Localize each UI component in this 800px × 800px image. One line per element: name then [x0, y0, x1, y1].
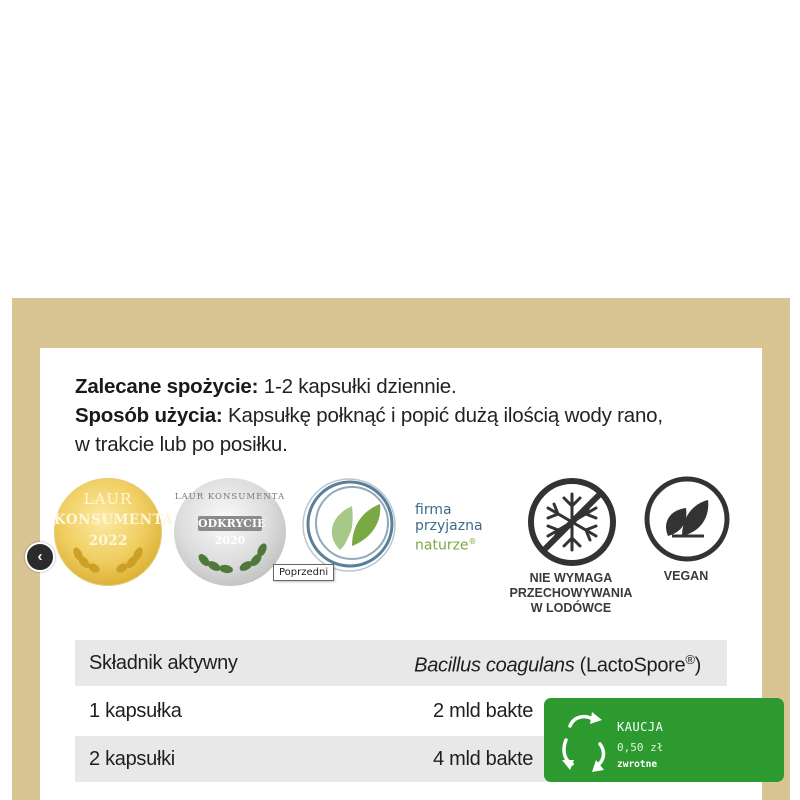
usage-instructions: [75, 372, 727, 459]
row-value: 4 mld bakte: [433, 748, 534, 770]
eco-leaf-icon: [300, 476, 404, 572]
header-cell-left: Składnik aktywny: [89, 652, 238, 674]
prev-tooltip: Poprzedni: [273, 564, 334, 581]
row-label: 1 kapsułka: [89, 700, 182, 722]
caption-line: PRZECHOWYWANIA: [509, 586, 633, 600]
eco-line-last: [415, 534, 483, 554]
species-name: Bacillus coagulans: [414, 654, 575, 677]
badge-year: 2020: [214, 534, 246, 547]
registered-mark: ®: [685, 652, 695, 667]
method-label: Sposób użycia:: [75, 404, 223, 427]
eco-line: firma: [415, 502, 452, 518]
dose-label: Zalecane spożycie:: [75, 375, 259, 398]
kaucja-returnable: zwrotne: [617, 759, 658, 770]
method-line: [75, 401, 727, 430]
kaucja-deposit-badge[interactable]: [544, 698, 784, 782]
row-label: 2 kapsułki: [89, 748, 175, 770]
eco-line: przyjazna: [415, 518, 483, 534]
header-cell-right: [414, 652, 701, 678]
badge-line: ODKRYCIE: [198, 517, 266, 530]
kaucja-amount: 0,50 zł: [617, 741, 664, 754]
registered-mark: ®: [468, 537, 477, 546]
dose-line: [75, 372, 727, 401]
chevron-left-icon: ‹: [37, 548, 43, 565]
badge-line: LAUR: [83, 490, 133, 508]
method-value: Kapsułkę połknąć i popić dużą ilością wody rano,: [222, 404, 663, 427]
caption-line: NIE WYMAGA: [529, 571, 613, 585]
vegan-caption: VEGAN: [663, 569, 709, 583]
recycle-icon: [556, 704, 612, 776]
eco-company-text: [415, 502, 483, 554]
badge-year: 2022: [88, 533, 128, 549]
caption-line: W LODÓWCE: [530, 601, 612, 615]
row-value: 2 mld bakte: [433, 700, 534, 722]
vegan-leaf-icon: [642, 474, 732, 564]
dose-value: 1-2 kapsułki dziennie.: [258, 375, 457, 398]
close-paren: ): [694, 654, 701, 677]
no-fridge-icon: [526, 476, 618, 568]
laur-konsumenta-2022-badge: [54, 478, 174, 586]
brand-name: (LactoSpore: [574, 654, 686, 677]
kaucja-title: KAUCJA: [617, 720, 664, 734]
badge-line: LAUR KONSUMENTA: [174, 492, 286, 502]
method-line-2: w trakcie lub po posiłku.: [75, 433, 288, 456]
table-header-row: [75, 640, 727, 686]
laur-konsumenta-odkrycie-badge: [174, 478, 286, 586]
carousel-prev-button[interactable]: [25, 542, 55, 572]
eco-word: naturze: [415, 537, 469, 554]
badge-line: KONSUMENTA: [54, 512, 174, 528]
no-fridge-caption: [498, 571, 644, 616]
